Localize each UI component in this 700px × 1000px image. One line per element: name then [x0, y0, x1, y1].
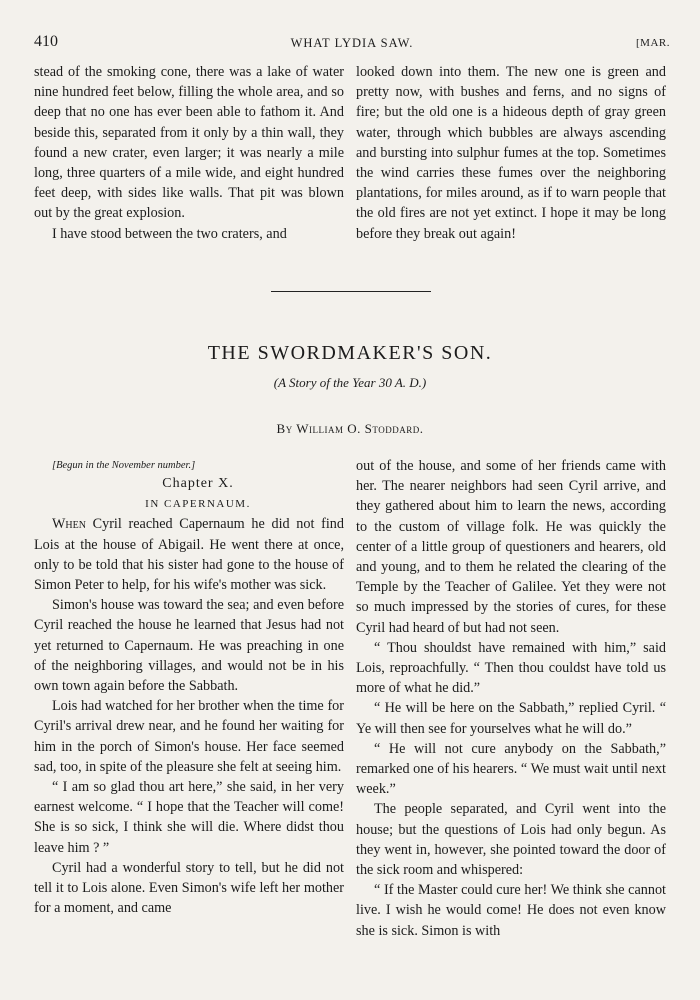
- story-subtitle: (A Story of the Year 30 A. D.): [273, 375, 427, 390]
- paragraph: I have stood between the two craters, and: [52, 225, 287, 242]
- paragraph: stead of the smoking cone, there was a lake of water nine hundred feet below, filling the whole area, and so deep that no one has ever been able to fathom it. And beside this, separated from it only by a thin wall, they found a new crater, even larger; it was nearly a mile long, three quarters of a mile wide, and eight hundred feet deep, with sides like walls. That pit was blown out by the great explosion.: [34, 64, 344, 222]
- paragraph: looked down into them. The new one is green and pretty now, with bushes and ferns, and no signs of fire; but the old one is a hideous depth of gray green water, through which bubbles are always ascending and bursting into sulphur fumes at the top. Sometimes the wind carries these fumes over the neighboring plantations, for miles around, as if to warn people that the old fires are not yet extinct. I hope it may be long before they break out again!: [356, 64, 666, 242]
- chapter-heading: Chapter X.: [162, 476, 234, 491]
- running-title: WHAT LYDIA SAW.: [290, 36, 414, 50]
- story-left-column: [34, 458, 344, 918]
- story-right-column: [356, 456, 666, 941]
- section-heading: IN CAPERNAUM.: [145, 498, 251, 511]
- header-month: [MAR.: [636, 37, 670, 49]
- paragraph: out of the house, and some of her friends came with her. The nearer neighbors had seen Cyril arrive, and they gathered about him to learn the news, according to the custom of village folk. He was quickly the center of a little group of questioners and hearers, old and young, and to them he related the clearing of the Temple by the Teacher of Galilee. Yet they were not so much impressed by the stories of cures, for these Cyril had heard of but had not seen.: [356, 458, 666, 636]
- page-header: [34, 33, 670, 56]
- paragraph: Cyril had a wonderful story to tell, but he did not tell it to Lois alone. Even Simon's wife left her mother for a moment, and came: [34, 859, 344, 917]
- paragraph: Lois had watched for her brother when the time for Cyril's arrival drew near, and he found her waiting for him in the porch of Simon's house. Her face seemed sad, too, in spite of the pleasure she felt at seeing him.: [34, 698, 344, 775]
- paragraph: [34, 514, 344, 595]
- page-number: 410: [34, 33, 58, 50]
- story-byline: By William O. Stoddard.: [276, 421, 424, 436]
- continuation-note: [Begun in the November number.]: [52, 460, 196, 471]
- paragraph: “ He will be here on the Sabbath,” replied Cyril. “ Ye will then see for yourselves what he will do.”: [356, 700, 666, 737]
- prev-article-left-column: [34, 62, 344, 244]
- paragraph: “ He will not cure anybody on the Sabbath,” remarked one of his hearers. “ We must wait until next week.”: [356, 740, 666, 798]
- paragraph: Simon's house was toward the sea; and even before Cyril reached the house he learned that Jesus had not yet returned to Capernaum. He was preaching in one of the neighboring villages, and would not be in his own town again before the Sabbath.: [34, 597, 344, 695]
- paragraph: “ If the Master could cure her! We think she cannot live. I wish he would come! He does not even know she is sick. Simon is with: [356, 882, 666, 939]
- paragraph-text: Cyril reached Capernaum he did not find Lois at the house of Abigail. He went there at once, only to be told that his sister had gone to the house of Simon Peter to help, for his wife's mother was sick.: [34, 516, 344, 594]
- paragraph: “ Thou shouldst have remained with him,” said Lois, reproachfully. “ Then thou couldst have told us more of what he did.”: [356, 639, 666, 697]
- story-title: THE SWORDMAKER'S SON.: [207, 342, 493, 364]
- paragraph: “ I am so glad thou art here,” she said, in her very earnest welcome. “ I hope that the Teacher will come! She is so sick, I think she will die. Where didst thou leave him ? ”: [34, 779, 344, 856]
- paragraph: The people separated, and Cyril went into the house; but the questions of Lois had only begun. As they went in, however, she pointed toward the door of the sick room and whispered:: [356, 801, 666, 879]
- prev-article-right-column: [356, 62, 666, 244]
- drop-word: When: [52, 516, 86, 533]
- section-divider: [271, 291, 431, 292]
